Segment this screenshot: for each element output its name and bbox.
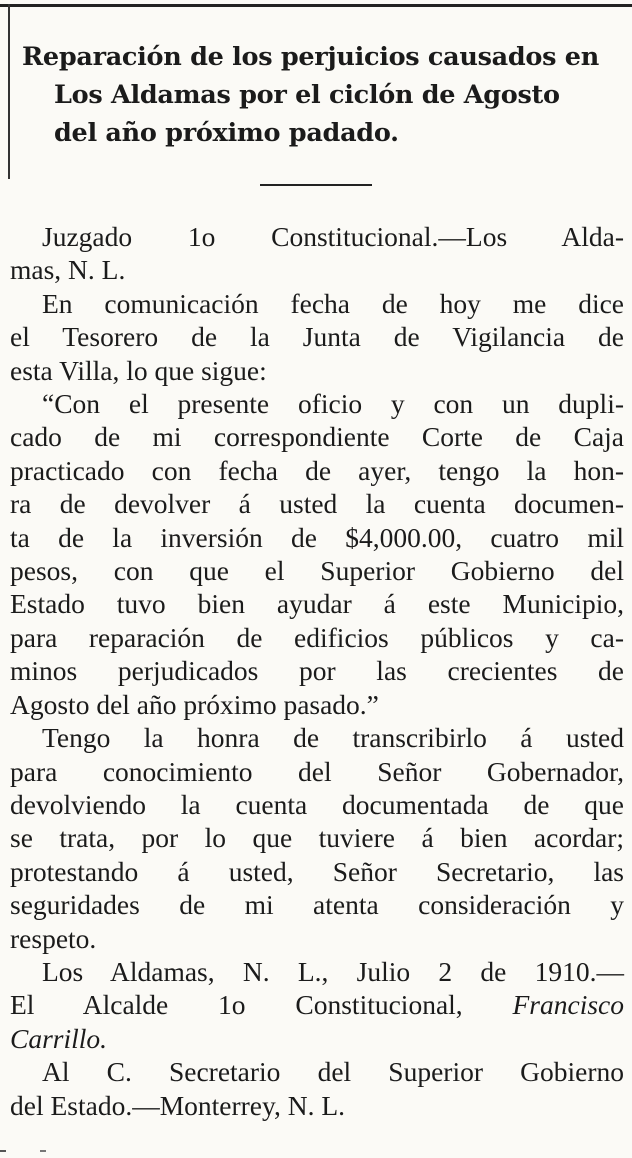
- headline-side-rule: [8, 4, 10, 179]
- body-line: ra de devolver á usted la cuenta documen-: [10, 488, 624, 520]
- body-line: mas, N. L.: [10, 254, 126, 286]
- body-line: para reparación de edificios públicos y ca-: [10, 621, 624, 653]
- body-line: protestando á usted, Señor Secretario, las: [10, 855, 624, 887]
- article-headline: [22, 38, 626, 152]
- body-line: esta Villa, lo que sigue:: [10, 354, 267, 386]
- body-line: del Estado.—Monterrey, N. L.: [10, 1089, 346, 1121]
- body-line: practicado con fecha de ayer, tengo la hon-: [10, 454, 624, 486]
- body-line: Juzgado 1o Constitucional.—Los Alda-: [42, 221, 624, 252]
- signature-line: [10, 988, 624, 1021]
- body-line: seguridades de mi atenta consideración y: [10, 889, 624, 921]
- body-line: para conocimiento del Señor Gobernador,: [10, 755, 624, 787]
- body-line: En comunicación fecha de hoy me dice: [42, 287, 624, 319]
- headline-divider: [260, 184, 372, 186]
- body-line: devolviendo la cuenta documentada de que: [10, 788, 624, 820]
- body-line: ta de la inversión de $4,000.00, cuatro mil: [10, 521, 624, 553]
- body-line: cado de mi correspondiente Corte de Caja: [10, 421, 624, 453]
- body-line: Al C. Secretario del Superior Gobierno: [42, 1056, 624, 1088]
- body-line: Agosto del año próximo pasado.”: [10, 688, 379, 720]
- headline-line-3: del año próximo padado.: [54, 118, 399, 148]
- top-border-rule: [0, 4, 632, 7]
- body-line: Estado tuvo bien ayudar á este Municipio,: [10, 588, 624, 620]
- body-line: minos perjudicados por las crecientes de: [10, 655, 624, 687]
- body-line: pesos, con que el Superior Gobierno del: [10, 555, 624, 587]
- headline-line-2: Los Aldamas por el ciclón de Agosto: [54, 80, 560, 110]
- body-line: respeto.: [10, 922, 97, 954]
- body-line: Tengo la honra de transcribirlo á usted: [42, 722, 624, 754]
- bottom-edge-mark: [0, 1150, 632, 1152]
- article-body: [10, 220, 624, 1122]
- body-line: se trata, por lo que tuviere á bien acordar;: [10, 822, 624, 854]
- body-line: “Con el presente oficio y con un dupli-: [42, 388, 624, 420]
- signature-name-last: Carrillo.: [10, 1022, 108, 1054]
- signature-title: El Alcalde 1o Constitucional,: [10, 989, 463, 1021]
- headline-line-1: Reparación de los perjuicios causados en: [22, 42, 599, 72]
- signature-name-first: Francisco: [512, 989, 625, 1021]
- body-line: el Tesorero de la Junta de Vigilancia de: [10, 321, 624, 353]
- body-line: Los Aldamas, N. L., Julio 2 de 1910.—: [42, 955, 624, 987]
